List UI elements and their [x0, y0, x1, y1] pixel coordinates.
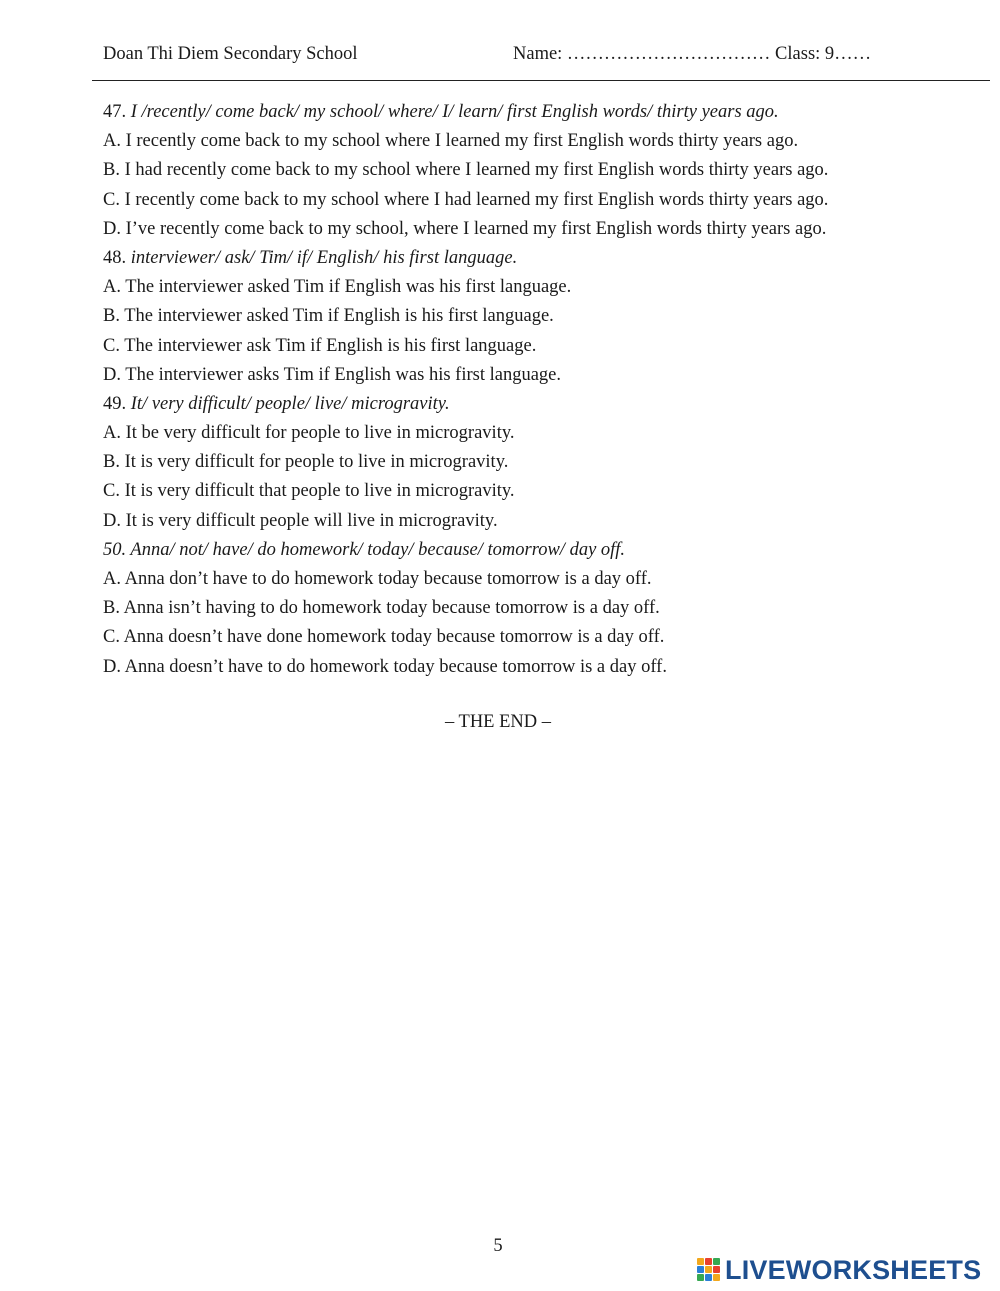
- option-49-c: C. It is very difficult that people to live in microgravity.: [103, 481, 515, 502]
- option-48-a: A. The interviewer asked Tim if English was his first language.: [103, 277, 572, 298]
- end-marker: – THE END –: [444, 712, 552, 732]
- option-48-c: C. The interviewer ask Tim if English is his first language.: [103, 335, 537, 356]
- question-50: [103, 536, 983, 565]
- option-49-b: B. It is very difficult for people to live in microgravity.: [103, 452, 509, 473]
- page-header: [103, 44, 993, 70]
- name-class-field: Name: …………………………… Class: 9……: [513, 44, 872, 64]
- option-50-b: B. Anna isn’t having to do homework today because tomorrow is a day off.: [103, 598, 660, 619]
- option-47-b: B. I had recently come back to my school where I learned my first English words thirty years ago.: [103, 160, 829, 181]
- question-number: 48.: [103, 247, 127, 268]
- header-divider: [92, 80, 990, 81]
- question-prompt: Anna/ not/ have/ do homework/ today/ because/ tomorrow/ day off.: [130, 539, 626, 560]
- option-47-a: A. I recently come back to my school where I learned my first English words thirty years ago.: [103, 131, 799, 152]
- option-50-d: D. Anna doesn’t have to do homework today because tomorrow is a day off.: [103, 656, 667, 677]
- option-50-a: A. Anna don’t have to do homework today because tomorrow is a day off.: [103, 569, 652, 589]
- question-number: 50.: [103, 539, 127, 560]
- option-47-c: C. I recently come back to my school where I had learned my first English words thirty years ago.: [103, 189, 829, 210]
- option-47-d: D. I’ve recently come back to my school, where I learned my first English words thirty years ago.: [103, 218, 827, 239]
- question-47: [103, 98, 983, 127]
- school-name: Doan Thi Diem Secondary School: [103, 44, 358, 64]
- question-prompt: I /recently/ come back/ my school/ where/ I/ learn/ first English words/ thirty years ago.: [130, 102, 779, 122]
- question-prompt: It/ very difficult/ people/ live/ microgravity.: [130, 393, 450, 414]
- page-number: 5: [493, 1236, 503, 1256]
- option-50-c: C. Anna doesn’t have done homework today because tomorrow is a day off.: [103, 627, 665, 648]
- liveworksheets-logo[interactable]: [697, 1255, 981, 1285]
- question-49: [103, 390, 983, 419]
- option-48-d: D. The interviewer asks Tim if English was his first language.: [103, 364, 561, 385]
- liveworksheets-logo-icon: [697, 1258, 721, 1282]
- logo-text: LIVEWORKSHEETS: [725, 1254, 982, 1285]
- question-prompt: interviewer/ ask/ Tim/ if/ English/ his first language.: [130, 247, 518, 268]
- question-48: [103, 244, 983, 273]
- option-49-a: A. It be very difficult for people to live in microgravity.: [103, 423, 515, 444]
- question-list: [103, 98, 983, 682]
- question-number: 49.: [103, 393, 127, 414]
- option-49-d: D. It is very difficult people will live in microgravity.: [103, 510, 498, 531]
- option-48-b: B. The interviewer asked Tim if English is his first language.: [103, 306, 554, 327]
- question-number: 47.: [103, 102, 127, 122]
